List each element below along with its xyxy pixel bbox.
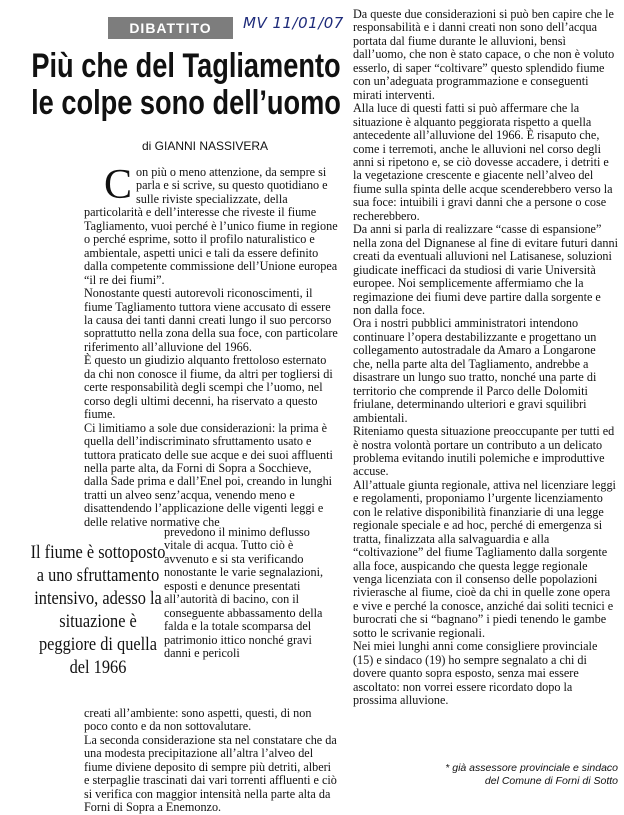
article-column-1-bottom: [84, 707, 338, 815]
paragraph: Ora i nostri pubblici amministratori intendono continuare l’opera destabilizzante e progettano un collegamento autostradale da Amaro a Longarone che, nella parte alta del Tagliamento, andrebbe a disastrare un lungo suo tratto, nonché una parte di territorio che comprende il Parco delle Dolomiti friulane, determinando ulteriori e gravi squilibri ambientali.: [353, 316, 597, 425]
paragraph: Alla luce di questi fatti si può affermare che la situazione è alquanto peggiorata rispetto a quella antecedente all’alluvione del 1966. È risaputo che, come i terremoti, anche le alluvioni nel corso degli anni si ripetono e, se ciò dovesse accadere, i detriti e la vegetazione crescente e giacente nell’alveo del fiume sulla spinta delle acque scenderebbero verso la sua foce: intuibili i gravi danni che a persone o cose recherebbero.: [353, 101, 613, 223]
paragraph: creati all’ambiente: sono aspetti, questi, di non poco conto e da non sottovalutare.: [84, 706, 312, 734]
article-column-2: [353, 8, 618, 708]
byline: di GIANNI NASSIVERA: [142, 139, 269, 153]
paragraph: Da anni si parla di realizzare “casse di espansione” nella zona del Dignanese al fine di evitare futuri danni creati da eventuali alluvioni nel Latisanese, soluzioni giudicate inefficaci da studiosi di varie Università europee. Noi semplicemente affermiamo che la regimazione dei fiumi deve partire dalla sorgente e non dalla foce.: [353, 222, 618, 317]
article-column-1-narrow: [164, 526, 338, 661]
article-headline: [30, 48, 342, 122]
paragraph-intro-text: on più o meno attenzione, da sempre si parla e si scrive, su questo quotidiano e sulle riviste specializzate, della particolarità e dell’interesse che riveste il fiume Tagliamento, vuoi perché è l’unico fiume in regione o perché esprime, sotto il profilo naturalistico e ambientale, aspetti unici e tali da essere definito dalla competente commissione dell’Unione europea “il re dei fiumi”.: [84, 165, 338, 287]
article-column-1: [84, 162, 338, 529]
paragraph: prevedono il minimo deflusso vitale di acqua. Tutto ciò è avvenuto e si sta verificando nonostante le varie segnalazioni, esposti e denunce presentati all’autorità di bacino, con il conseguente abbassamento della falda e la totale scomparsa del patrimonio ittico nonché gravi danni e pericoli: [164, 525, 324, 661]
pull-quote: Il fiume è sottoposto a uno sfruttamento intensivo, adesso la situazione è peggiore di quella del 1966: [30, 542, 166, 678]
paragraph: Riteniamo questa situazione preoccupante per tutti ed è nostra volontà portare un contributo a un delicato problema evitando inutili polemiche e improduttive accuse.: [353, 424, 615, 479]
paragraph: È questo un giudizio alquanto frettoloso esternato da chi non conosce il fiume, da altri per togliersi di certe responsabilità degli scempi che l’uomo, nel corso degli ultimi decenni, ha riservato a questo fiume.: [84, 353, 333, 422]
paragraph: Da queste due considerazioni si può ben capire che le responsabilità e i danni creati non sono dell’acqua portata dal fiume durante le alluvioni, bensì dall’uomo, che non è stato capace, o che non è voluto esserlo, di saper “coltivare” questo splendido fiume con un’adeguata programmazione e conseguenti mirati interventi.: [353, 7, 615, 102]
headline-line-2: le colpe sono dell’uomo: [31, 84, 341, 122]
paragraph: Nonostante questi autorevoli riconoscimenti, il fiume Tagliamento tuttora viene accusato di essere la causa dei tanti danni creati lungo il suo percorso soprattutto nella zona della sua foce, con particolare riferimento all’alluvione del 1966.: [84, 286, 338, 354]
section-label: DIBATTITO: [108, 17, 233, 39]
paragraph: All’attuale giunta regionale, attiva nel licenziare leggi e regolamenti, proponiamo l’urgente licenziamento con le relative disponibilità finanziarie di una legge regionale speciale e ad hoc, perché di emergenza si tratta, finalizzata alla salvaguardia e alla “coltivazione” del fiume Tagliamento dalla sorgente alla foce, auspicando che questa legge regionale venga licenziata con il consenso delle popolazioni rivierasche al fiume, cioè da chi in quelle zone opera e vive e perché la conosce, anziché dai soliti tecnici e burocrati che si “bagnano” i piedi tenendo le gambe sotto le scrivanie regionali.: [353, 477, 616, 640]
paragraph: Nei miei lunghi anni come consigliere provinciale (15) e sindaco (19) ho sempre segnalato a chi di dovere quanto sopra esposto, senza mai essere ascoltato: non vorrei essere ricordato dopo la prossima alluvione.: [353, 639, 598, 708]
author-signature: [400, 762, 618, 788]
paragraph: La seconda considerazione sta nel constatare che da una modesta precipitazione all’altra l’alveo del fiume diviene deposito di sempre più detriti, alberi e sterpaglie trascinati dai vari torrenti affluenti e ciò si verifica con maggior intensità nella parte alta da Forni di Sopra a Enemonzo.: [84, 732, 337, 815]
paragraph: Ci limitiamo a sole due considerazioni: la prima è quella dell’indiscriminato sfruttamento usato e tuttora praticato delle sue acque e dei suoi affluenti nella parte alta, da Forni di Sopra a Socchieve, dalla Sade prima e dall’Enel poi, creando in lunghi tratti un alveo senz’acqua, venendo meno e disattendendo l’applicazione delle vigenti leggi e delle relative normative che: [84, 420, 333, 529]
signature-line-2: del Comune di Forni di Sotto: [484, 775, 618, 787]
signature-line-1: * già assessore provinciale e sindaco: [445, 762, 618, 774]
headline-line-1: Più che del Tagliamento: [31, 47, 341, 85]
handwritten-date-note: MV 11/01/07: [243, 14, 344, 32]
drop-cap: C: [104, 162, 133, 208]
paragraph-intro: [84, 162, 338, 287]
